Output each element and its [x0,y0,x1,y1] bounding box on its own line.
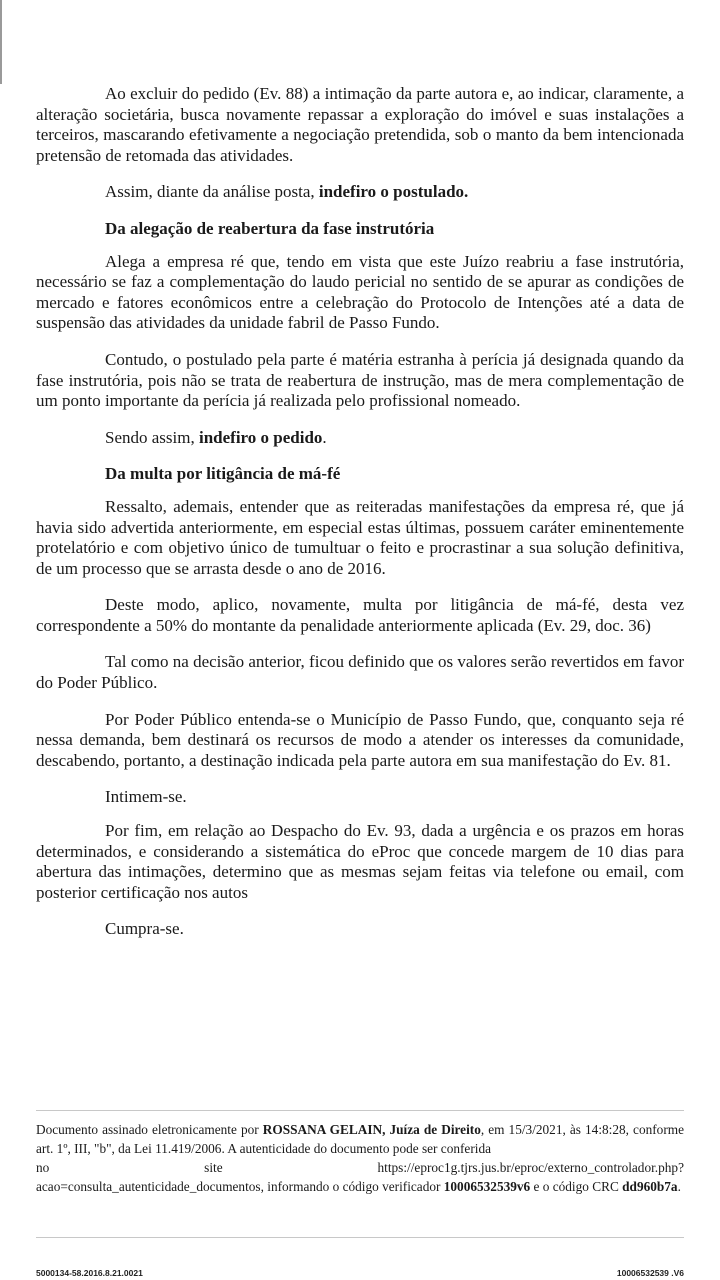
ruling-text: indefiro o pedido [198,427,323,447]
crc-code: dd960b7a [622,1179,678,1194]
paragraph: Tal como na decisão anterior, ficou definido que os valores serão revertidos em favor do Poder Público. [36,652,684,693]
signer-name: ROSSANA GELAIN, Juíza de Direito [262,1122,481,1137]
document-version: 10006532539 .V6 [616,1268,684,1278]
section-heading: Da multa por litigância de má-fé [105,464,341,484]
paragraph: Deste modo, aplico, novamente, multa por litigância de má-fé, desta vez correspondente a 50% do montante da penalidade anteriormente aplicada (Ev. 29, doc. 36) [36,595,684,635]
paragraph: Assim, diante da análise posta, indefiro o postulado. [105,182,469,202]
paragraph: Cumpra-se. [105,919,184,939]
footer-divider [36,1237,684,1238]
verification-code: 10006532539v6 [443,1179,531,1194]
verification-code-text: acao=consulta_autenticidade_documentos, informando o código verificador 10006532539v6 e o código CRC dd960b7a. [36,1179,681,1194]
paragraph: Contudo, o postulado pela parte é matéria estranha à perícia já designada quando da fase instrutória, pois não se trata de reabertura de instrução, mas de mera complementação de um ponto importante da perícia já realizada pelo profissional nomeado. [36,349,684,411]
electronic-signature-block [36,1120,684,1196]
page-footer [36,1268,684,1278]
paragraph: Ao excluir do pedido (Ev. 88) a intimação da parte autora e, ao indicar, claramente, a alteração societária, busca novamente repassar a exploração do imóvel e suas instalações a terceiros, mascarando efetivamente a negociação pretendida, sob o manto da bem intencionada pretensão de retomada das atividades. [36,84,684,165]
ruling-text: indefiro o postulado. [318,182,469,202]
page-left-edge [0,0,2,84]
document-body [36,84,684,956]
verification-url-line: no site https://eproc1g.tjrs.jus.br/eproc/externo_controlador.php? [36,1160,684,1175]
verification-url[interactable]: https://eproc1g.tjrs.jus.br/eproc/externo_controlador.php? [377,1160,684,1175]
process-number: 5000134-58.2016.8.21.0021 [36,1268,143,1278]
paragraph: Ressalto, ademais, entender que as reiteradas manifestações da empresa ré, que já havia sido advertida anteriormente, em especial estas últimas, possuem caráter eminentemente protelatório e com objetivo único de tumultuar o feito e procrastinar a sua solução definitiva, de um processo que se arrasta desde o ano de 2016. [36,496,684,578]
signature-divider [36,1110,684,1111]
signature-text: Documento assinado eletronicamente por ROSSANA GELAIN, Juíza de Direito, em 15/3/2021, às 14:8:28, conforme art. 1º, III, "b", da Lei 11.419/2006. A autenticidade do documento pode ser conferida [36,1122,684,1156]
paragraph: Por Poder Público entenda-se o Município de Passo Fundo, que, conquanto seja ré nessa demanda, bem destinará os recursos de modo a atender os interesses da comunidade, descabendo, portanto, a destinação indicada pela parte autora em sua manifestação do Ev. 81. [36,709,684,770]
paragraph: Alega a empresa ré que, tendo em vista que este Juízo reabriu a fase instrutória, necessário se faz a complementação do laudo pericial no sentido de se apurar as condições de mercado e fatores econômicos entre a celebração do Protocolo de Intenções até a data de suspensão das atividades da unidade fabril de Passo Fundo. [36,251,684,333]
paragraph: Sendo assim, indefiro o pedido. [105,427,327,447]
paragraph: Intimem-se. [105,787,187,807]
section-heading: Da alegação de reabertura da fase instrutória [105,218,435,238]
paragraph: Por fim, em relação ao Despacho do Ev. 93, dada a urgência e os prazos em horas determinados, e considerando a sistemática do eProc que concede margem de 10 dias para abertura das intimações, determino que as mesmas sejam feitas via telefone ou email, com posterior certificação nos autos [36,821,684,902]
